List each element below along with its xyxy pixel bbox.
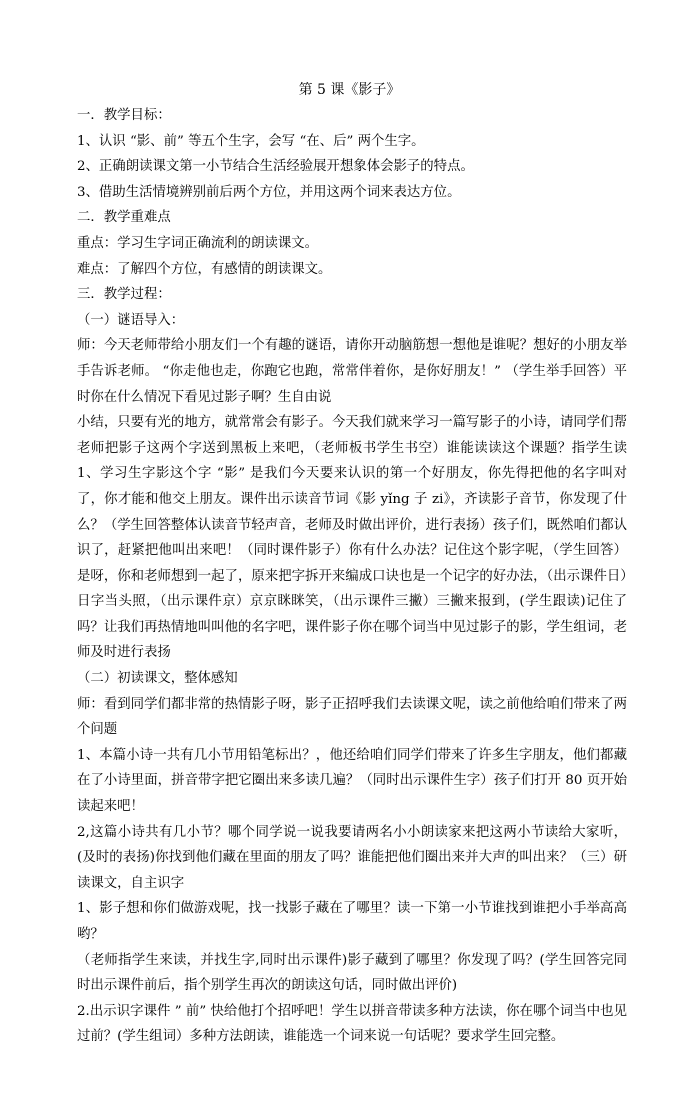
body-paragraph: 2,这篇小诗共有几小节？哪个同学说一说我要请两名小小朗读家来把这两小节读给大家听，(及时的表扬)你找到他们藏在里面的朋友了吗？谁能把他们圈出来并大声的叫出来？（三）研读课文，自主识字 <box>77 824 627 891</box>
body-paragraph: 1、本篇小诗一共有几小节用铅笔标出？，他还给咱们同学们带来了许多生字朋友，他们都藏在了小诗里面，拼音带字把它圈出来多读几遍？（同时出示课件生字）孩子们打开 80 页开始读起来吧！ <box>77 747 627 815</box>
objective-item: 2、正确朗读课文第一小节结合生活经验展开想象体会影子的特点。 <box>77 159 474 175</box>
section-heading-process: 三．教学过程： <box>77 287 171 303</box>
subsection-heading: （一）谜语导入： <box>77 312 185 328</box>
section-heading-objectives: 一．教学目标： <box>77 108 171 123</box>
section-heading-key-points: 二．教学重难点 <box>77 210 171 226</box>
body-paragraph: 师：看到同学们都非常的热情影子呀，影子正招呼我们去读课文呢，读之前他给咱们带来了两个问题 <box>77 696 627 738</box>
objective-item: 3、借助生活情境辨别前后两个方位，并用这两个词来表达方位。 <box>77 184 461 200</box>
key-point: 重点：学习生字词正确流利的朗读课文。 <box>77 235 319 251</box>
body-paragraph: （老师指学生来读，并找生字,同时出示课件)影子藏到了哪里？你发现了吗？(学生回答完同时出示课件前后，指个别学生再次的朗读这句话，同时做出评价) <box>77 952 627 994</box>
body-paragraph: 1、影子想和你们做游戏呢，找一找影子藏在了哪里？读一下第一小节谁找到谁把小手举高高哟？ <box>77 901 627 942</box>
document-body <box>77 103 627 1050</box>
difficult-point: 难点：了解四个方位，有感情的朗读课文。 <box>77 261 332 277</box>
body-paragraph: 师：今天老师带给小朋友们一个有趣的谜语，请你开动脑筋想一想他是谁呢？想好的小朋友举手告诉老师。 “你走他也走，你跑它也跑，常常伴着你，是你好朋友！” （学生举手回答）平时你在什么情况下看见过影子啊？生自由说 <box>77 338 627 405</box>
lesson-title: 第 5 课《影子》 <box>298 82 401 98</box>
body-paragraph: 2.出示识字课件 ” 前” 快给他打个招呼吧！学生以拼音带读多种方法读，你在哪个词当中也见过前？(学生组词）多种方法朗读，谁能选一个词来说一句话呢？要求学生回完整。 <box>77 1003 627 1045</box>
objective-item: 1、认识 “影、前” 等五个生字，会写 “在、后” 两个生字。 <box>77 133 425 149</box>
subsection-heading: （二）初读课文，整体感知 <box>77 671 238 687</box>
body-paragraph: 小结，只要有光的地方，就常常会有影子。今天我们就来学习一篇写影子的小诗，请同学们帮老师把影子这两个字送到黑板上来吧，（老师板书学生书空）谁能读读这个课题？指学生读 1、学习生字影这个字 “影” 是我们今天要来认识的第一个好朋友，你先得把他的名字叫对了，你才能和他交上朋友。课件出示读音节词《影 yǐng 子 zi》，齐读影子音节，你发现了什么？（学生回答整体认读音节轻声音，老师及时做出评价，进行表扬）孩子们，既然咱们都认识了，赶紧把他叫出来吧！（同时课件影子）你有什么办法？记住这个影字呢，（学生回答）是呀，你和老师想到一起了，原来把字拆开来编成口诀也是一个记字的好办法，（出示课件日）日字当头照，（出示课件京）京京眯眯笑，（出示课件三撇）三撇来报到，(学生跟读)记住了吗？让我们再热情地叫叫他的名字吧，课件影子你在哪个词当中见过影子的影，学生组词，老师及时进行表扬 <box>77 415 627 661</box>
